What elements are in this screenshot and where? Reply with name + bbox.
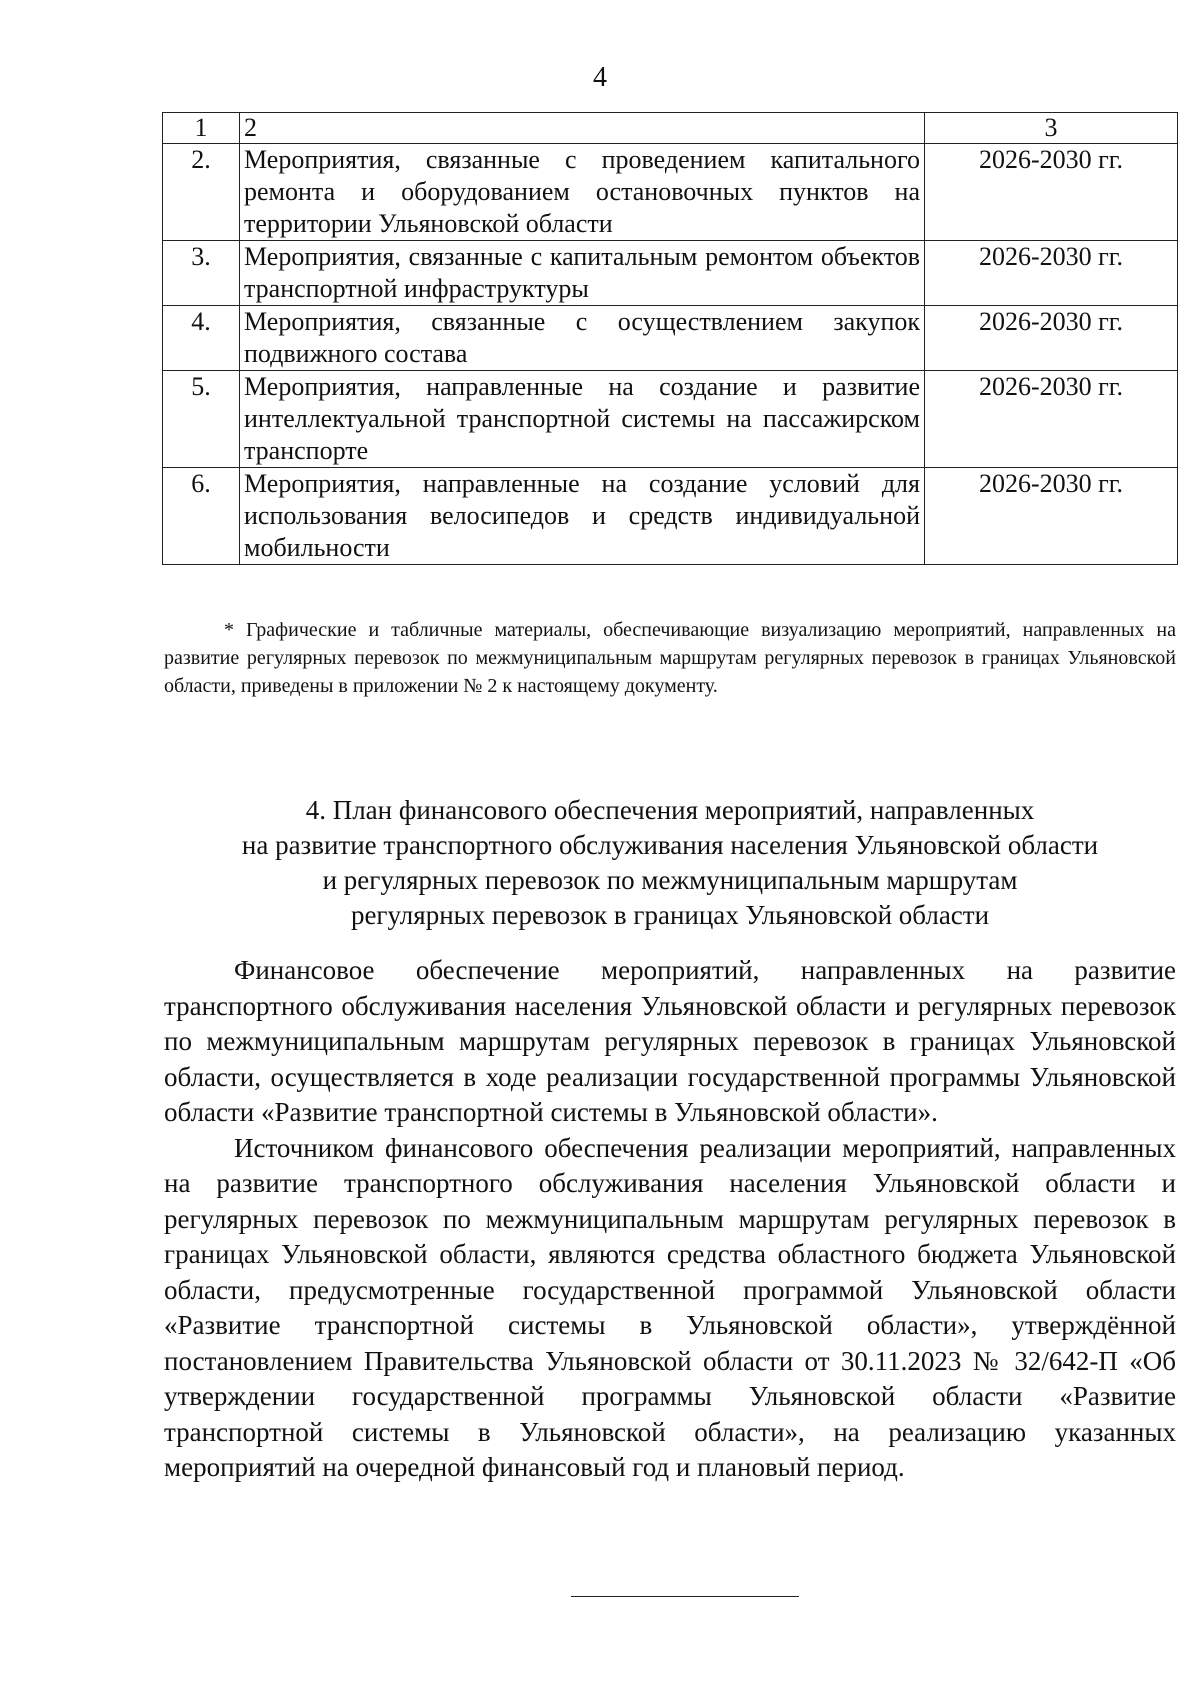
row-number: 4. <box>163 306 240 371</box>
page-number: 4 <box>593 62 607 93</box>
table-row <box>163 306 1178 371</box>
table-header-row <box>163 113 1178 144</box>
table-row <box>163 371 1178 468</box>
row-number: 3. <box>163 241 240 306</box>
section-title <box>162 793 1178 933</box>
measures-table <box>162 112 1178 565</box>
closing-divider <box>571 1596 799 1597</box>
body-paragraph: Источником финансового обеспечения реализации мероприятий, направленных на развитие транспортного обслуживания населения Ульяновской области и регулярных перевозок по межмуниципальным маршрутам регулярных перевозок в границах Ульяновской области, являются средства областного бюджета Ульяновской области, предусмотренные государственной программой Ульяновской области «Развитие транспортной системы в Ульяновской области», утверждённой постановлением Правительства Ульяновской области от 30.11.2023 № 32/642-П «Об утверждении государственной программы Ульяновской области «Развитие транспортной системы в Ульяновской области», на реализацию указанных мероприятий на очередной финансовый год и плановый период. <box>164 1132 1176 1482</box>
table-row <box>163 468 1178 565</box>
body-paragraph: Финансовое обеспечение мероприятий, направленных на развитие транспортного обслуживания населения Ульяновской области и регулярных перевозок по межмуниципальным маршрутам регулярных перевозок в границах Ульяновской области, осуществляется в ходе реализации государственной программы Ульяновской области «Развитие транспортной системы в Ульяновской области». <box>164 955 1176 1127</box>
section-title-line: регулярных перевозок в границах Ульяновской области <box>350 900 990 930</box>
table-row <box>163 241 1178 306</box>
footnote: * Графические и табличные материалы, обеспечивающие визуализацию мероприятий, направленных на развитие регулярных перевозок по межмуниципальным маршрутам регулярных перевозок в границах Ульяновской области, приведены в приложении № 2 к настоящему документу. <box>164 619 1176 697</box>
row-period: 2026-2030 гг. <box>925 306 1178 371</box>
table-row <box>163 144 1178 241</box>
section-title-line: на развитие транспортного обслуживания населения Ульяновской области <box>241 830 1099 860</box>
row-number: 6. <box>163 468 240 565</box>
row-measure-text: Мероприятия, связанные с капитальным ремонтом объектов транспортной инфраструктуры <box>240 241 925 306</box>
row-measure-text: Мероприятия, связанные с осуществлением закупок подвижного состава <box>240 306 925 371</box>
column-header-2: 2 <box>240 113 925 144</box>
column-header-1: 1 <box>163 113 240 144</box>
row-number: 2. <box>163 144 240 241</box>
column-header-3: 3 <box>925 113 1178 144</box>
row-period: 2026-2030 гг. <box>925 241 1178 306</box>
row-period: 2026-2030 гг. <box>925 468 1178 565</box>
row-measure-text: Мероприятия, направленные на создание и развитие интеллектуальной транспортной системы на пассажирском транспорте <box>240 371 925 468</box>
row-period: 2026-2030 гг. <box>925 371 1178 468</box>
section-title-line: и регулярных перевозок по межмуниципальным маршрутам <box>322 865 1018 895</box>
row-measure-text: Мероприятия, направленные на создание условий для использования велосипедов и средств индивидуальной мобильности <box>240 468 925 565</box>
row-period: 2026-2030 гг. <box>925 144 1178 241</box>
section-body <box>164 953 1176 1486</box>
row-number: 5. <box>163 371 240 468</box>
section-title-line: 4. План финансового обеспечения мероприятий, направленных <box>305 795 1035 825</box>
row-measure-text: Мероприятия, связанные с проведением капитального ремонта и оборудованием остановочных пунктов на территории Ульяновской области <box>240 144 925 241</box>
